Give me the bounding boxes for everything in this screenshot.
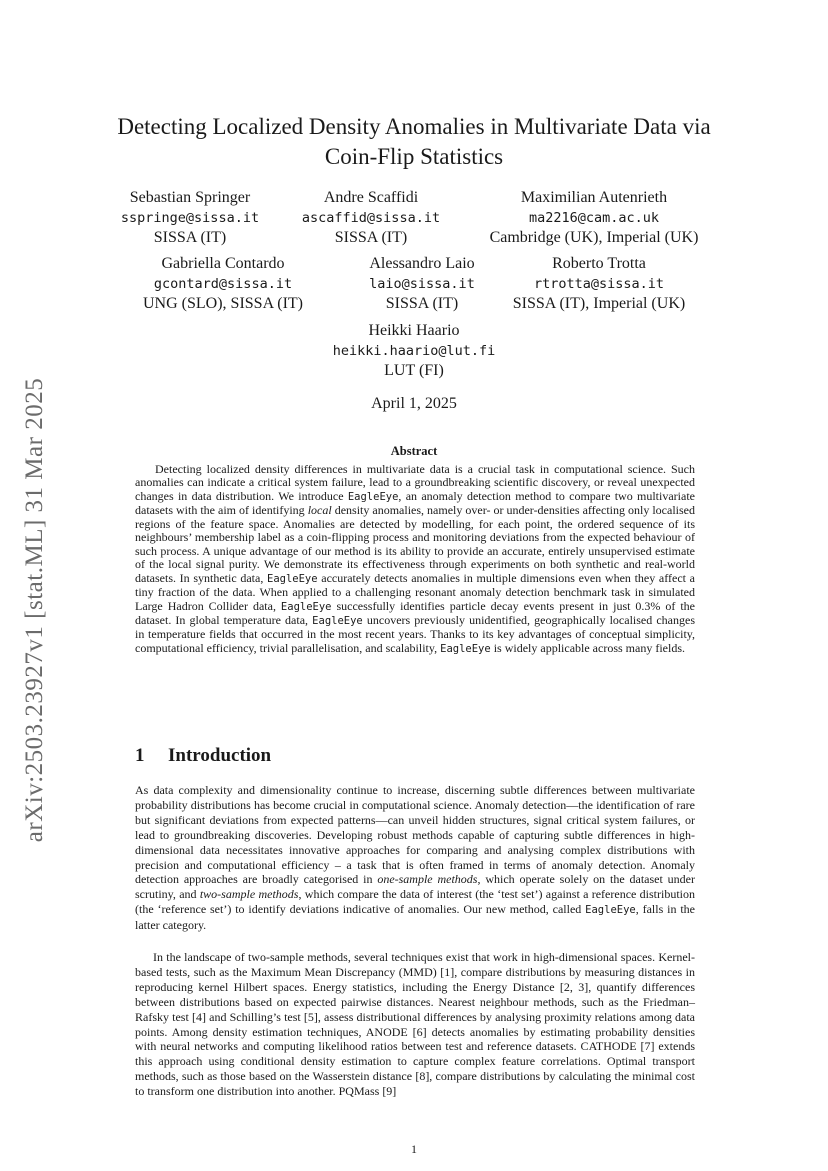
author-affiliation: SISSA (IT): [334, 229, 408, 246]
author-block: [110, 188, 270, 248]
author-name: Alessandro Laio: [369, 255, 475, 272]
author-affiliation: SISSA (IT), Imperial (UK): [512, 295, 686, 312]
abstract-part: Detecting localized density differences in multivariate data is a crucial task in computational science. Such anomalies can indicate a critical system failure, lead to a groundbreaking scientific discovery, or reveal unexpected changes in data distribution. We introduce: [135, 462, 695, 503]
author-email[interactable]: heikki.haario@lut.fi: [332, 343, 496, 359]
author-block: [332, 254, 512, 314]
tool-name: EagleEye: [440, 642, 491, 655]
author-name: Heikki Haario: [368, 322, 460, 339]
arxiv-id-text: arXiv:2503.23927v1 [stat.ML] 31 Mar 2025: [21, 377, 48, 843]
emphasis-local: local: [307, 503, 332, 518]
author-affiliation: LUT (FI): [384, 362, 444, 379]
author-email[interactable]: ma2216@cam.ac.uk: [528, 210, 660, 226]
abstract-heading: Abstract: [390, 444, 438, 458]
tool-name: EagleEye: [585, 904, 636, 917]
abstract-text: [135, 463, 695, 656]
author-name: Roberto Trotta: [552, 255, 646, 272]
author-email[interactable]: ascaffid@sissa.it: [301, 210, 441, 226]
tool-name: EagleEye: [267, 572, 318, 585]
paragraph-text: , which compare the data of interest (the ‘test set’) against a reference distribution (the ‘reference set’) to identify deviations indicative of anomalies. Our new method, called: [135, 887, 695, 917]
abstract-part: density anomalies, namely over- or under-densities affecting only localised regions of the feature space. Anomalies are detected by modelling, for each point, the ordered sequence of its neighbours’ membership label as a coin-flipping process and monitoring deviations from the expected behaviour of such process. A unique advantage of our method is its ability to provide an accurate, entirely unsupervised estimate of the local signal purity. We demonstrate its effectiveness through experiments on both synthetic and real-world datasets. In synthetic data,: [135, 503, 695, 585]
author-block: [494, 254, 704, 314]
page-number: 1: [411, 1142, 417, 1156]
author-affiliation: SISSA (IT): [153, 229, 227, 246]
author-email[interactable]: gcontard@sissa.it: [153, 276, 293, 292]
paragraph-text: , falls in the latter category.: [135, 902, 695, 933]
abstract-part: accurately detects anomalies in multiple dimensions even when they affect a tiny fraction of the data. When applied to a challenging resonant anomaly detection benchmark task in simulated Large Hadron Collider data,: [135, 570, 695, 613]
author-affiliation: UNG (SLO), SISSA (IT): [143, 295, 303, 312]
abstract-part: is widely applicable across many fields.: [490, 640, 685, 655]
author-email[interactable]: sspringe@sissa.it: [120, 210, 260, 226]
author-affiliation: Cambridge (UK), Imperial (UK): [489, 229, 699, 246]
author-block: [291, 188, 451, 248]
paper-title: Detecting Localized Density Anomalies in Multivariate Data via Coin-Flip Statistics: [117, 114, 711, 169]
paragraph-text: , which operate solely on the dataset under scrutiny, and: [135, 872, 695, 902]
abstract-part: uncovers previously unidentified, geographically localised changes in temperature fields that occurred in the most recent years. Thanks to its key advantages of conceptual simplicity, computational efficiency, trivial parallelisation, and scalability,: [135, 612, 695, 655]
intro-paragraph-1: [135, 783, 695, 933]
tool-name: EagleEye: [347, 490, 399, 503]
emphasis-two-sample: two-sample methods: [199, 887, 299, 902]
author-block: [314, 321, 514, 381]
author-block: [128, 254, 318, 314]
author-name: Andre Scaffidi: [323, 189, 419, 206]
paper-date: April 1, 2025: [371, 395, 457, 412]
emphasis-one-sample: one-sample methods: [377, 872, 478, 887]
section-heading: [135, 745, 271, 767]
paragraph-text: As data complexity and dimensionality continue to increase, discerning subtle differences between multivariate probability distributions has become crucial in computational science. Anomaly detection—the identification of rare but significant deviations from expected patterns—can unveil hidden structures, signal critical system failures, or lead to groundbreaking discoveries. Developing robust methods capable of capturing subtle differences in high-dimensional data necessitates innovative approaches for comparing and analysing complex distributions with precision and computational efficiency – a task that is often framed in terms of anomaly detection. Anomaly detection approaches are broadly categorised in: [135, 783, 695, 887]
author-email[interactable]: laio@sissa.it: [369, 276, 475, 292]
author-affiliation: SISSA (IT): [385, 295, 459, 312]
author-email[interactable]: rtrotta@sissa.it: [533, 276, 665, 292]
arxiv-identifier: [10, 355, 60, 865]
tool-name: EagleEye: [312, 614, 363, 627]
author-name: Maximilian Autenrieth: [520, 189, 668, 206]
intro-paragraph-2: In the landscape of two-sample methods, several techniques exist that work in high-dimensional spaces. Kernel-based tests, such as the Maximum Mean Discrepancy (MMD) [1], compare distributions by measuring distances in reproducing kernel Hilbert spaces. Energy statistics, including the Energy Distance [2, 3], quantify differences between distributions based on expected pairwise distances. Nearest neighbour methods, such as the Friedman–Rafsky test [4] and Schilling’s test [5], assess distributional differences by analysing proximity relations among data points. Among density estimation techniques, ANODE [6] detects anomalies by estimating probability densities with neural networks and computing likelihood ratios between test and reference datasets. CATHODE [7] extends this approach using conditional density estimation to capture complex feature correlations. Optimal transport methods, such as those based on the Wasserstein distance [8], compare distributions by calculating the minimal cost to transform one distribution into another. PQMass [9]: [135, 950, 695, 1099]
abstract-part: successfully identifies particle decay events present in just 0.3% of the dataset. In global temperature data,: [135, 598, 695, 627]
section-number: 1: [135, 745, 145, 766]
tool-name: EagleEye: [280, 600, 332, 613]
author-block: [474, 188, 714, 248]
author-name: Gabriella Contardo: [161, 255, 285, 272]
author-name: Sebastian Springer: [129, 189, 251, 206]
section-title: Introduction: [168, 745, 272, 766]
abstract-part: , an anomaly detection method to compare two multivariate datasets with the aim of identifying: [135, 488, 695, 518]
